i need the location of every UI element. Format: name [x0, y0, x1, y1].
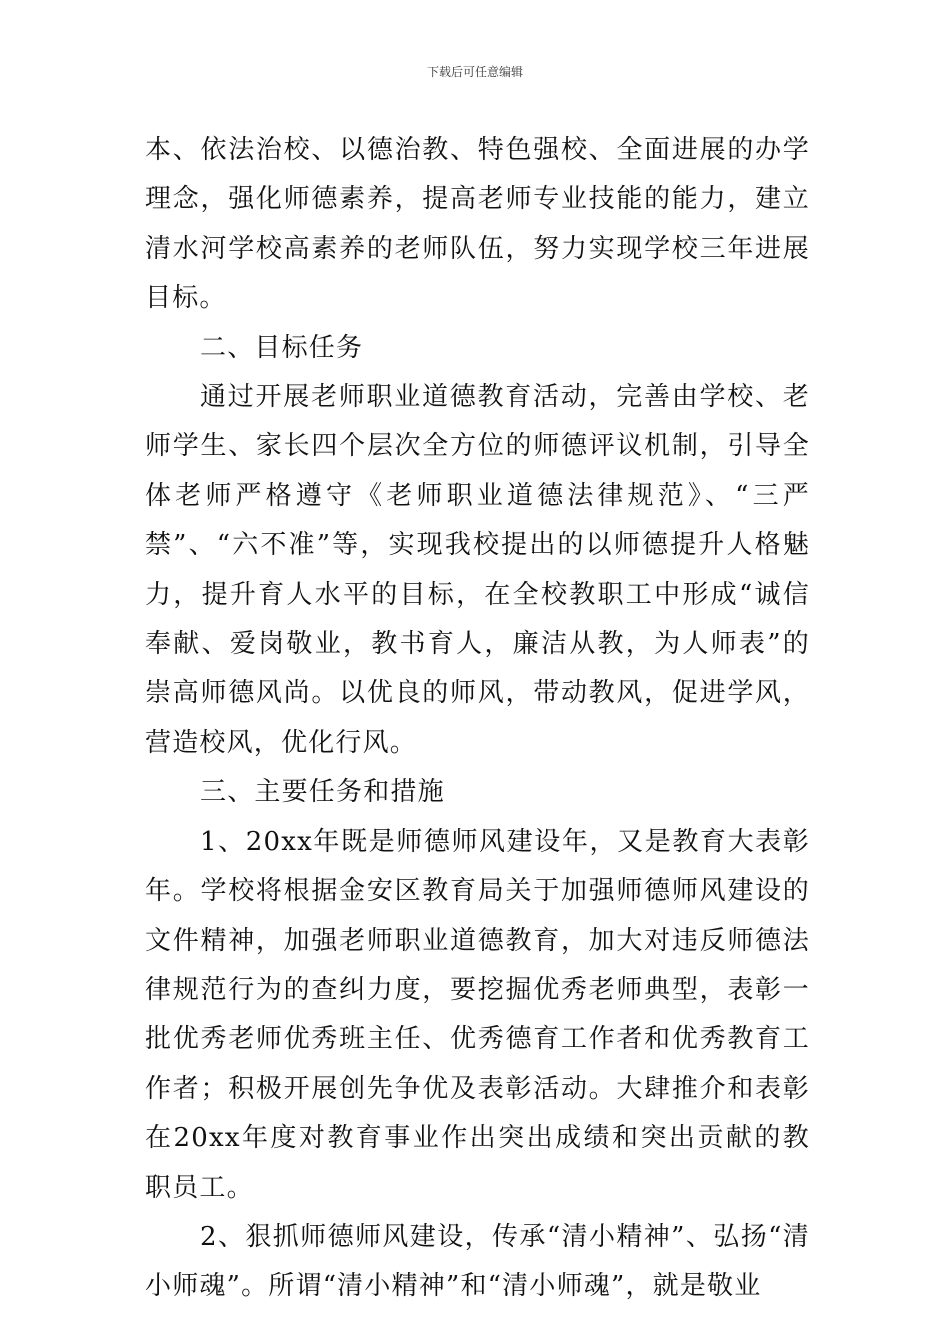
paragraph-goals: 通过开展老师职业道德教育活动，完善由学校、老师学生、家长四个层次全方位的师德评议机制，引导全体老师严格遵守《老师职业道德法律规范》、“三严禁”、“六不准”等，实现我校提出的以师德提升人格魅力，提升育人水平的目标，在全校教职工中形成“诚信奉献、爱岗敬业，教书育人，廉洁从教，为人师表”的崇高师德风尚。以优良的师风，带动教风，促进学风，营造校风，优化行风。	[145, 382, 810, 758]
paragraph-task-1: 1、20xx年既是师德师风建设年，又是教育大表彰年。学校将根据金安区教育局关于加强师德师风建设的文件精神，加强老师职业道德教育，加大对违反师德法律规范行为的查纠力度，要挖掘优秀老师典型，表彰一批优秀老师优秀班主任、优秀德育工作者和优秀教育工作者；积极开展创先争优及表彰活动。大肆推介和表彰在20xx年度对教育事业作出突出成绩和突出贡献的教职员工。	[145, 826, 810, 1203]
paragraph-intro-continuation: 本、依法治校、以德治教、特色强校、全面进展的办学理念，强化师德素养，提高老师专业技能的能力，建立清水河学校高素养的老师队伍，努力实现学校三年进展目标。	[145, 135, 810, 314]
document-body	[145, 126, 810, 1312]
paragraph-task-2: 2、狠抓师德师风建设，传承“清小精神”、弘扬“清小师魂”。所谓“清小精神”和“清小师魂”，就是敬业	[145, 1221, 810, 1302]
page-header: 下载后可任意编辑	[426, 65, 523, 79]
section-heading-tasks: 三、主要任务和措施	[200, 777, 445, 808]
section-heading-goals: 二、目标任务	[200, 332, 364, 363]
